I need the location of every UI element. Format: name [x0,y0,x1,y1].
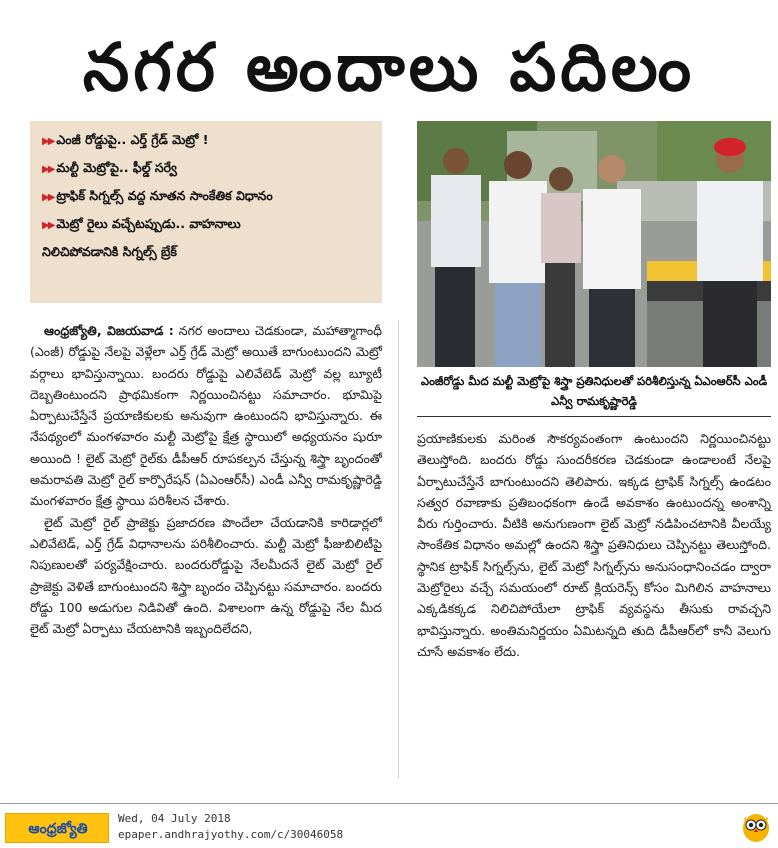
epaper-url[interactable]: epaper.andhrajyothy.com/c/30046058 [118,828,344,841]
article-paragraph [30,320,382,512]
highlight-text: మెట్రో రైలు వచ్చేటప్పుడు.. వాహనాలు [56,216,241,231]
paragraph-text: నగర అందాలు చెడకుండా, మహాత్మాగాంధీ (ఎంజీ) రోడ్డుపై నేలపై వెళ్లేలా ఎర్త్ గ్రేడ్ మెట్రో అయితే బాగుంటుందని మెట్రో వర్గాలు భావిస్తున్నాయి. బందరు రోడ్డుపై ఎలివేటెడ్ మెట్రో వల్ల బ్యూటీ దెబ్బతింటుందని ప్రాథమికంగా నిర్ణయించినట్టు సమాచారం. భూమిపై ఏర్పాటుచేస్తేనే ప్రయాణికులకు అనువుగా ఉంటుందని భావిస్తున్నారు. ఈ నేపథ్యంలో మంగళవారం మల్టీ మెట్రోపై క్షేత్ర స్థాయిలో అధ్యయనం షురూ అయింది ! లైట్ మెట్రో రైల్‌కు డీపీఆర్ రూపకల్పన చేస్తున్న శిస్త్రా బృందంతో అమరావతి మెట్రో రైల్ కార్పొరేషన్ (ఏఎంఆర్‌సీ) ఎండీ ఎన్వీ రామకృష్ణారెడ్డి మంగళవారం క్షేత్ర స్థాయి పరిశీలన చేశారు. [30,323,382,509]
article-column-right [417,428,771,780]
logo-text: ఆంధ్రజ్యోతి [28,821,88,837]
article-paragraph: లైట్ మెట్రో రైల్ ప్రాజెక్టు ప్రజాదరణ పొందేలా చేయడానికి కారిడార్లలో ఎలివేటెడ్, ఎర్త్ గ్రేడ్ విధానాలను పరిశీలించారు. మల్టీ మెట్రో ఫీజుబిలిటీపై నిపుణులతో పర్యవేక్షించారు. బందరురోడ్డుపై నేలమీదనే లైట్ మెట్రో రైల్ ప్రాజెక్టు వెళితే బాగుంటుందని శిస్త్రా బృందం చెప్పినట్టు సమాచారం. బందరు రోడ్డు 100 అడుగుల నిడివితో ఉంది. విశాలంగా ఉన్న రోడ్డుపై నేల మీద లైట్ మెట్రో ఏర్పాటు చేయటానికి ఇబ్బందిలేదని, [30,514,382,637]
page-title: నగర అందాలు పదిలం [82,29,696,106]
double-arrow-icon: ▶▶ [42,136,54,147]
edition-date: Wed, 04 July 2018 [118,812,231,825]
article-column-left [30,320,382,780]
photo-caption: ఎంజీరోడ్డు మీద మల్టీ మెట్రోపై శిస్త్రా ప్రతినిధులతో పరిశీలిస్తున్న ఏఎంఆర్‌సీ ఎండీ ఎన్వీ రామకృష్ణారెడ్డి [417,371,771,417]
highlight-continuation: నిలిచిపోవడానికి సిగ్నల్స్ బ్రేక్ [42,244,177,259]
article-paragraph: ప్రయాణికులకు మరింత సౌకర్యవంతంగా ఉంటుందని నిర్ణయించినట్టు తెలుస్తోంది. బందరు రోడ్డు సుందరీకరణ చెడకుండా ఉండాలంటే నేలపై ఏర్పాటుచేస్తేనే బాగుంటుందని తెలిపారు. ఇక్కడ ట్రాఫిక్ సిగ్నల్స్ ఉండటం సత్వర రవాణాకు ప్రతిబంధకంగా ఉండే అవకాశం ఉంటుందన్న అంశాన్ని వీరు గుర్తించారు. వీటికి అనుగుణంగా లైట్ మెట్రో నడిపించటానికి వీలయ్యే సాంకేతిక విధానం అమల్లో ఉందని శిస్త్రా ప్రతినిధులు చెప్పినట్టు తెలుస్తోంది. స్థానిక ట్రాఫిక్ సిగ్నల్స్‌ను, లైట్ మెట్రో సిగ్నల్స్‌ను అనుసంధానించడం ద్వారా మెట్రోరైలు వచ్చే సమయంలో రూట్ క్లియరెన్స్ కోసం మిగిలిన వాహనాలు ఎక్కడికక్కడ నిలిచిపోయేలా ట్రాఫిక్ వ్యవస్థను తీసుకు రావచ్చని భావిస్తున్నారు. అంతిమనిర్ణయం ఏమిటన్నది తుది డీపీఆర్‌లో కానీ వెలుగు చూసే అవకాశం లేదు. [417,431,771,659]
highlight-item [42,159,374,178]
footer-meta [118,811,343,843]
double-arrow-icon: ▶▶ [42,192,54,203]
footer [0,803,778,848]
double-arrow-icon: ▶▶ [42,164,54,175]
owl-mascot-icon [740,809,772,843]
highlight-item [42,187,374,206]
dateline: ఆంధ్రజ్యోతి, విజయవాడ : [44,323,174,338]
column-divider [398,320,399,778]
footer-divider [0,803,778,804]
highlight-item [42,215,374,260]
news-photo [417,121,771,367]
photo-illustration [417,121,771,367]
highlight-text: ట్రాఫిక్ సిగ్నల్స్ వద్ద నూతన సాంకేతిక విధానం [56,188,273,203]
highlight-text: మల్టీ మెట్రోపై.. ఫీల్డ్ సర్వే [56,160,177,175]
double-arrow-icon: ▶▶ [42,220,54,231]
highlights-box [30,121,382,303]
highlight-item [42,131,374,150]
publication-logo[interactable] [5,813,109,843]
highlight-text: ఎంజీ రోడ్డుపై.. ఎర్త్ గ్రేడ్ మెట్రో ! [56,132,209,147]
